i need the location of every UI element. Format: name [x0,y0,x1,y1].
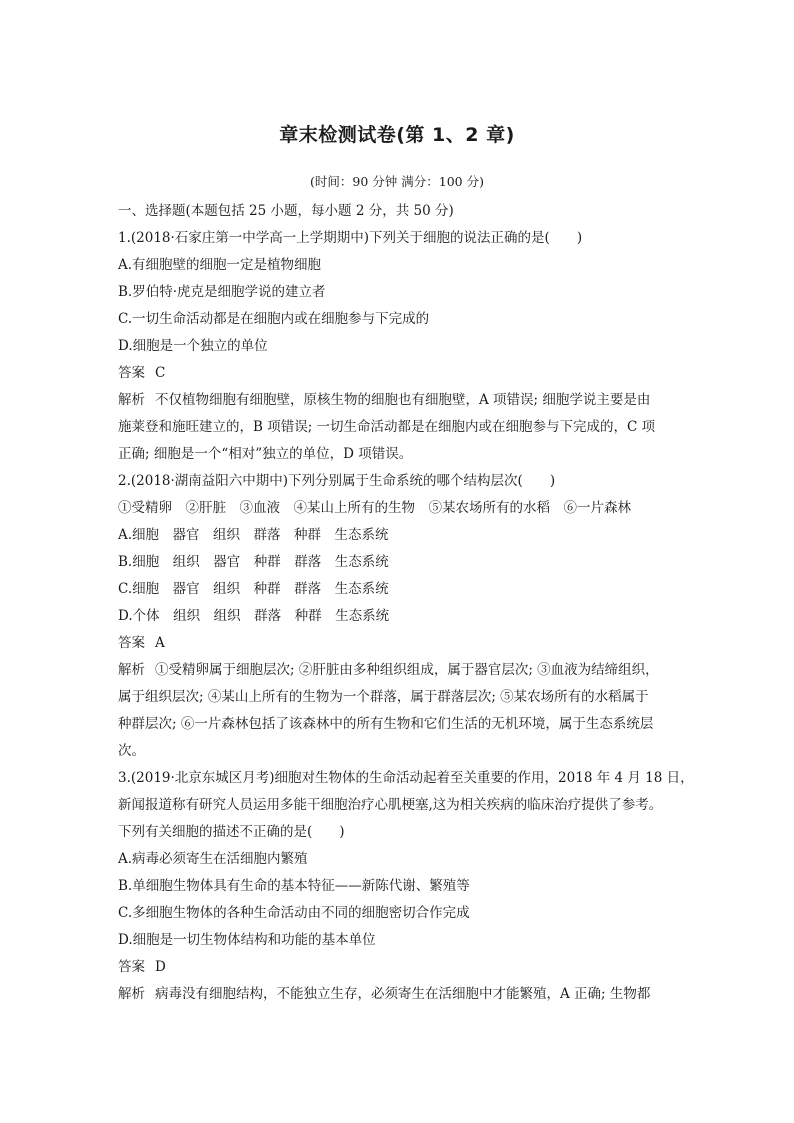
question-2-explanation-line: 属于组织层次; ④某山上所有的生物为一个群落，属于群落层次; ⑤某农场所有的水稻属于 [118,689,649,705]
question-2-option-c: C.细胞 器官 组织 种群 群落 生态系统 [118,581,389,597]
explanation-text: 不仅植物细胞有细胞壁，原核生物的细胞也有细胞壁，A 项错误; 细胞学说主要是由 [155,392,651,408]
explanation-label: 解析 [118,662,145,678]
question-1-explanation-line [118,387,678,414]
question-3-answer [118,954,678,981]
question-3-option-a: A.病毒必须寄生在活细胞内繁殖 [118,851,308,867]
question-2-explanation-line: 种群层次; ⑥一片森林包括了该森林中的所有生物和它们生活的无机环境，属于生态系统层 [118,716,654,732]
question-3-stem: 3.(2019·北京东城区月考)细胞对生物体的生命活动起着至关重要的作用，2018 年 4 月 18 日， [118,770,694,786]
question-2-explanation-line [118,657,678,684]
answer-label: 答案 [118,635,145,651]
explanation-label: 解析 [118,392,145,408]
question-3-option-b: B.单细胞生物体具有生命的基本特征——新陈代谢、繁殖等 [118,878,470,894]
page-title: 章末检测试卷(第 1、2 章) [279,124,515,146]
question-3-option-c: C.多细胞生物体的各种生命活动由不同的细胞密切合作完成 [118,905,470,921]
answer-label: 答案 [118,959,145,975]
section-header: 一、选择题(本题包括 25 小题，每小题 2 分，共 50 分) [118,203,454,219]
question-3-stem: 新闻报道称有研究人员运用多能干细胞治疗心肌梗塞,这为相关疾病的临床治疗提供了参考。 [118,797,663,813]
answer-value: A [155,635,165,651]
question-1-option-d: D.细胞是一个独立的单位 [118,338,268,354]
question-2-items: ①受精卵 ②肝脏 ③血液 ④某山上所有的生物 ⑤某农场所有的水稻 ⑥一片森林 [118,500,631,516]
question-1-answer [118,360,678,387]
question-1-stem: 1.(2018·石家庄第一中学高一上学期期中)下列关于细胞的说法正确的是( ) [118,230,583,246]
question-2-explanation-line: 次。 [118,743,145,759]
question-1-option-a: A.有细胞壁的细胞一定是植物细胞 [118,257,322,273]
answer-value: D [155,959,166,975]
question-3-explanation-line [118,981,678,1008]
question-1-explanation-line: 正确; 细胞是一个“相对”独立的单位，D 项错误。 [118,446,413,462]
question-2-option-a: A.细胞 器官 组织 群落 种群 生态系统 [118,527,389,543]
question-2-option-b: B.细胞 组织 器官 种群 群落 生态系统 [118,554,389,570]
answer-label: 答案 [118,365,145,381]
answer-value: C [155,365,166,381]
question-1-explanation-line: 施莱登和施旺建立的，B 项错误; 一切生命活动都是在细胞内或在细胞参与下完成的，C 项 [118,419,656,435]
question-2-answer [118,630,678,657]
question-1-option-b: B.罗伯特·虎克是细胞学说的建立者 [118,284,326,300]
question-1-option-c: C.一切生命活动都是在细胞内或在细胞参与下完成的 [118,311,430,327]
explanation-label: 解析 [118,986,145,1002]
explanation-text: ①受精卵属于细胞层次; ②肝脏由多种组织组成，属于器官层次; ③血液为结缔组织， [155,662,659,678]
document-body [118,198,694,1008]
exam-info: (时间：90 分钟 满分：100 分) [310,174,484,189]
question-3-option-d: D.细胞是一切生物体结构和功能的基本单位 [118,932,376,948]
question-2-stem: 2.(2018·湖南益阳六中期中)下列分别属于生命系统的哪个结构层次( ) [118,473,556,489]
question-3-stem: 下列有关细胞的描述不正确的是( ) [118,824,345,840]
explanation-text: 病毒没有细胞结构，不能独立生存，必须寄生在活细胞中才能繁殖，A 正确; 生物都 [155,986,651,1002]
question-2-option-d: D.个体 组织 组织 群落 种群 生态系统 [118,608,390,624]
